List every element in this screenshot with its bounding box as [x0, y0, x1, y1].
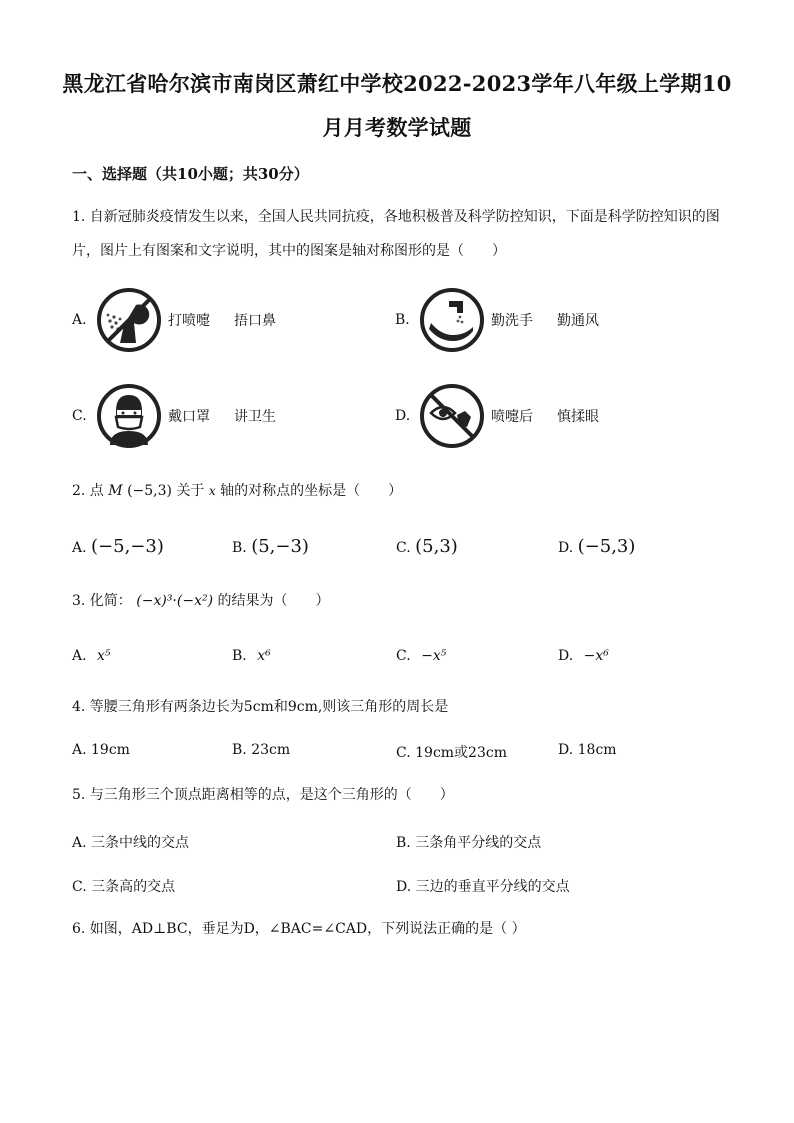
- question-1-option-d[interactable]: [395, 383, 599, 449]
- option-letter: D.: [395, 408, 411, 424]
- question-2-prefix: 2. 点: [72, 483, 104, 499]
- question-3-option-d[interactable]: [558, 648, 609, 664]
- section-heading: 一、选择题（共10小题；共30分）: [72, 165, 309, 183]
- question-2-option-a[interactable]: [72, 536, 164, 557]
- option-value: (5,−3): [251, 536, 309, 557]
- page-title-line1: 黑龙江省哈尔滨市南岗区萧红中学校2022-2023学年八年级上学期10: [62, 71, 732, 96]
- question-3-suffix: 的结果为（ ）: [217, 593, 330, 609]
- option-caption-2: 讲卫生: [234, 409, 276, 425]
- option-letter: D.: [396, 879, 412, 895]
- question-2-option-d[interactable]: [558, 536, 635, 557]
- question-2-mid: 关于: [176, 483, 205, 499]
- option-letter: B.: [396, 835, 411, 851]
- option-letter: C.: [72, 879, 87, 895]
- question-4-option-b[interactable]: [232, 742, 290, 758]
- mask-icon: [96, 383, 162, 449]
- option-caption-2: 慎揉眼: [557, 409, 599, 425]
- expression: (−x)³·(−x²): [136, 593, 214, 609]
- option-value: 三条角平分线的交点: [415, 835, 542, 851]
- sneeze-icon: [96, 287, 162, 353]
- axis-label: x: [208, 484, 216, 498]
- question-2-stem: [72, 474, 732, 508]
- question-1-line1: 1. 自新冠肺炎疫情发生以来，全国人民共同抗疫，各地积极普及科学防控知识，下面是科学防控知识的图: [72, 209, 720, 225]
- option-letter: A.: [72, 312, 87, 328]
- option-caption-1: 勤洗手: [491, 313, 533, 329]
- question-5-option-a[interactable]: [72, 832, 189, 852]
- option-letter: A.: [72, 648, 87, 664]
- option-value: 三条中线的交点: [91, 835, 190, 851]
- point-coordinate: (−5,3): [127, 483, 172, 499]
- option-caption-1: 喷嚏后: [491, 409, 533, 425]
- option-value: −x⁵: [421, 648, 447, 664]
- option-value: 三边的垂直平分线的交点: [415, 879, 570, 895]
- option-value: 19cm: [91, 742, 130, 758]
- question-1-stem: [72, 200, 732, 268]
- question-1-line2: 片，图片上有图案和文字说明，其中的图案是轴对称图形的是（ ）: [72, 243, 506, 259]
- option-value: (−5,−3): [91, 536, 164, 557]
- question-6-stem: 6. 如图，AD⊥BC，垂足为D，∠BAC=∠CAD，下列说法正确的是（ ）: [72, 921, 526, 937]
- question-2-suffix: 轴的对称点的坐标是（ ）: [220, 483, 403, 499]
- option-letter: C.: [396, 745, 411, 761]
- question-4-option-c[interactable]: [396, 742, 507, 762]
- question-3-stem: [72, 584, 732, 618]
- option-letter: B.: [395, 312, 410, 328]
- option-value: 18cm: [577, 742, 617, 758]
- question-5-option-b[interactable]: [396, 832, 541, 852]
- question-1-option-a[interactable]: [72, 287, 276, 353]
- option-caption-1: 打喷嚏: [168, 313, 210, 329]
- option-letter: A.: [72, 742, 87, 758]
- option-value: x⁵: [97, 648, 111, 664]
- question-5-option-c[interactable]: [72, 876, 175, 896]
- option-value: x⁶: [257, 648, 271, 664]
- question-2-option-b[interactable]: [232, 536, 309, 557]
- no-eye-rub-icon: [419, 383, 485, 449]
- question-2-option-c[interactable]: [396, 536, 458, 557]
- option-letter: B.: [232, 540, 247, 556]
- option-value: 19cm或23cm: [415, 745, 507, 761]
- option-value: 三条高的交点: [91, 879, 176, 895]
- question-3-prefix: 3. 化简：: [72, 593, 132, 609]
- question-4-option-d[interactable]: [558, 742, 617, 758]
- question-4-stem: 4. 等腰三角形有两条边长为5cm和9cm,则该三角形的周长是: [72, 699, 449, 715]
- page-title-line2: 月月考数学试题: [322, 115, 472, 140]
- handwash-icon: [419, 287, 485, 353]
- question-4-option-a[interactable]: [72, 742, 130, 758]
- option-letter: A.: [72, 835, 87, 851]
- option-letter: C.: [396, 540, 411, 556]
- option-value: (−5,3): [577, 536, 636, 557]
- option-letter: B.: [232, 742, 247, 758]
- option-letter: D.: [558, 648, 574, 664]
- option-value: −x⁶: [583, 648, 609, 664]
- question-1-option-b[interactable]: [395, 287, 599, 353]
- option-letter: D.: [558, 742, 574, 758]
- option-caption-2: 勤通风: [557, 313, 599, 329]
- option-value: 23cm: [251, 742, 291, 758]
- option-letter: B.: [232, 648, 247, 664]
- option-letter: C.: [72, 408, 87, 424]
- question-3-option-b[interactable]: [232, 648, 271, 664]
- question-3-option-c[interactable]: [396, 648, 446, 664]
- option-value: (5,3): [415, 536, 458, 557]
- point-label: M: [108, 483, 123, 499]
- question-5-option-d[interactable]: [396, 876, 570, 896]
- option-caption-2: 捂口鼻: [234, 313, 276, 329]
- option-caption-1: 戴口罩: [168, 409, 210, 425]
- option-letter: A.: [72, 540, 87, 556]
- question-3-option-a[interactable]: [72, 648, 111, 664]
- option-letter: C.: [396, 648, 411, 664]
- question-5-stem: 5. 与三角形三个顶点距离相等的点，是这个三角形的（ ）: [72, 787, 454, 803]
- question-1-option-c[interactable]: [72, 383, 276, 449]
- option-letter: D.: [558, 540, 574, 556]
